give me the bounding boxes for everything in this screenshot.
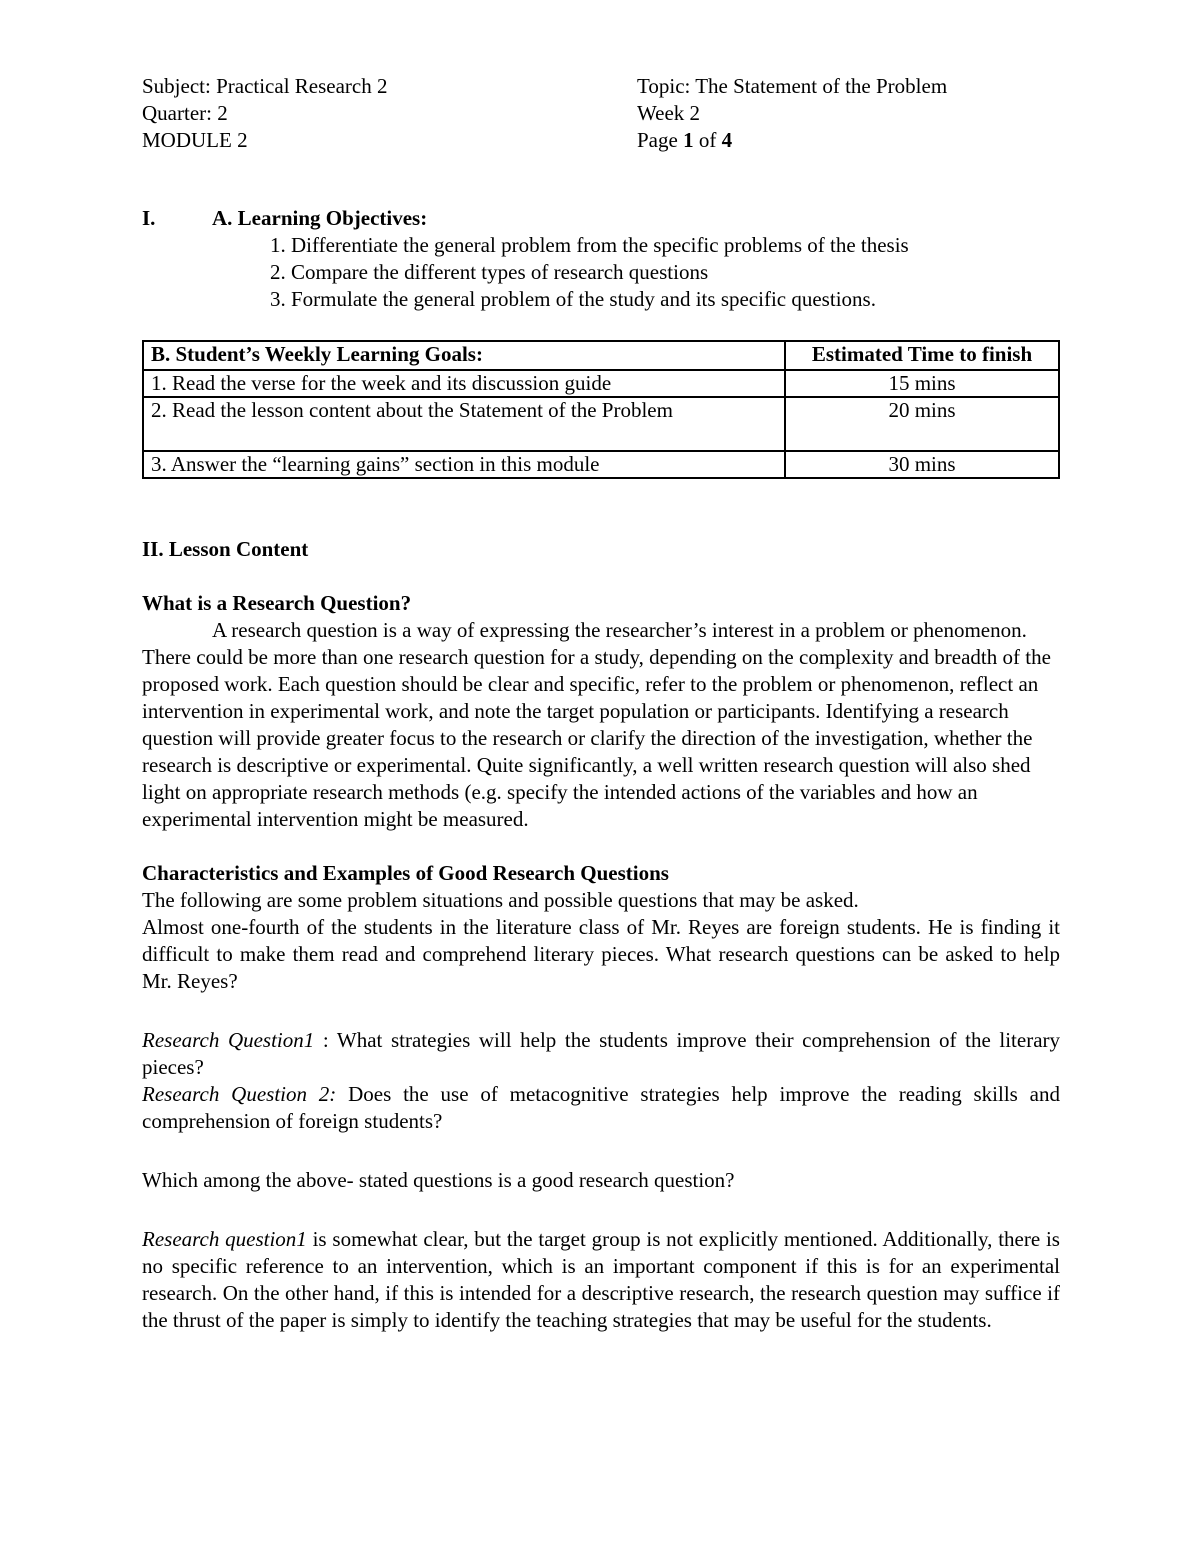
quarter-line: Quarter: 2 (142, 101, 228, 125)
page-indicator (637, 127, 947, 154)
table-header-row (143, 341, 1059, 370)
weekly-goals-table (142, 340, 1060, 479)
header-left (142, 73, 388, 154)
rq1-label: Research Question1 (142, 1028, 315, 1052)
analysis-text: is somewhat clear, but the target group is not explicitly mentioned. Additionally, there is no specific reference to an intervention, which is an important component if this is for an experimental research. On the other hand, if this is intended for a descriptive research, the research question may suffice if the thrust of the paper is simply to identify the teaching strategies that may be useful for the students. (142, 1227, 1060, 1332)
time-column-header: Estimated Time to finish (785, 341, 1059, 370)
goal-cell: 3. Answer the “learning gains” section in this module (143, 451, 785, 478)
objective-item: 1. Differentiate the general problem from the specific problems of the thesis (270, 233, 909, 257)
goal-cell: 2. Read the lesson content about the Statement of the Problem (143, 397, 785, 451)
goals-column-header: B. Student’s Weekly Learning Goals: (143, 341, 785, 370)
time-cell: 30 mins (785, 451, 1059, 478)
rq2-label: Research Question 2: (142, 1082, 337, 1106)
analysis-label: Research question1 (142, 1227, 307, 1251)
module-line: MODULE 2 (142, 128, 248, 152)
week-line: Week 2 (637, 101, 701, 125)
table-row (143, 370, 1059, 397)
research-question-paragraph: A research question is a way of expressing the researcher’s interest in a problem or phenomenon. There could be more than one research question for a study, depending on the complexity and breadth of the proposed work. Each question should be clear and specific, refer to the problem or phenomenon, reflect an intervention in experimental work, and note the target population or participants. Identifying a research question will provide greater focus to the research or clarify the direction of the investigation, whether the research is descriptive or experimental. Quite significantly, a well written research question will also shed light on appropriate research methods (e.g. specify the intended actions of the variables and how an experimental intervention might be measured. (142, 618, 1051, 831)
rq1-text: : What strategies will help the students improve their comprehension of the literary pieces? (142, 1028, 1061, 1079)
page-number: 1 (683, 128, 694, 152)
time-cell: 20 mins (785, 397, 1059, 451)
lesson-content (142, 536, 1060, 1334)
research-question-heading: What is a Research Question? (142, 591, 412, 615)
characteristics-intro: The following are some problem situations and possible questions that may be asked. (142, 888, 859, 912)
objectives-title: A. Learning Objectives: (212, 206, 428, 230)
page-total: 4 (721, 128, 733, 152)
page-of: of (693, 128, 722, 152)
header-right (637, 73, 947, 154)
table-row (143, 451, 1059, 478)
section-numeral: I. (142, 206, 156, 230)
objective-item: 3. Formulate the general problem of the study and its specific questions. (270, 287, 876, 311)
research-question-1 (142, 1027, 1060, 1081)
goal-cell: 1. Read the verse for the week and its discussion guide (143, 370, 785, 397)
rq2-text: Does the use of metacognitive strategies help improve the reading skills and comprehension of foreign students? (142, 1082, 1060, 1133)
scenario-paragraph: Almost one-fourth of the students in the literature class of Mr. Reyes are foreign students. He is finding it difficult to make them read and comprehend literary pieces. What research questions can be asked to help Mr. Reyes? (142, 915, 1060, 993)
objective-item: 2. Compare the different types of research questions (270, 260, 709, 284)
time-cell: 15 mins (785, 370, 1059, 397)
which-question: Which among the above- stated questions is a good research question? (142, 1168, 735, 1192)
characteristics-heading: Characteristics and Examples of Good Research Questions (142, 861, 669, 885)
analysis-paragraph (142, 1226, 1060, 1334)
research-question-2 (142, 1081, 1060, 1135)
table-row (143, 397, 1059, 451)
page-prefix: Page (637, 128, 684, 152)
lesson-section-title: II. Lesson Content (142, 537, 309, 561)
objectives-list (270, 232, 909, 313)
subject-line: Subject: Practical Research 2 (142, 74, 388, 98)
topic-line: Topic: The Statement of the Problem (637, 74, 948, 98)
